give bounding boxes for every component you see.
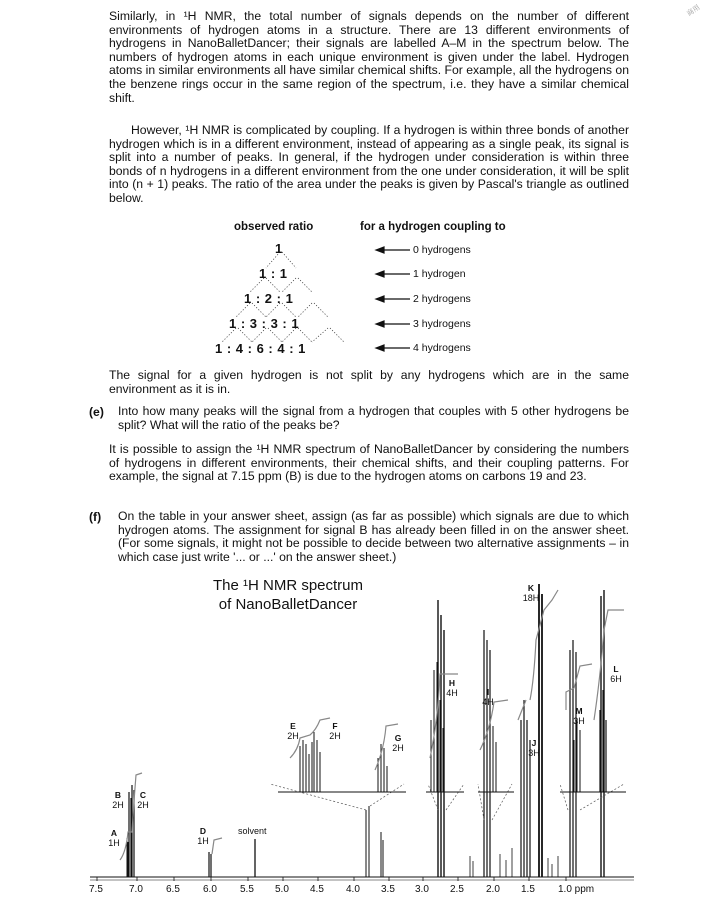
ratio-row-1: 1 : 1 (259, 266, 288, 281)
axis-tick-2-5: 2.5 (450, 884, 464, 895)
question-f-label: (f) (89, 510, 102, 524)
ratio-row-4: 1 : 4 : 6 : 4 : 1 (215, 341, 306, 356)
peak-b (129, 792, 131, 877)
triangle-head-coupling: for a hydrogen coupling to (360, 221, 506, 233)
axis-tick-4-5: 4.5 (310, 884, 324, 895)
triangle-head-ratio: observed ratio (234, 221, 314, 233)
paragraph-coupling: However, ¹H NMR is complicated by coupling. If a hydrogen is within three bonds of another hydrogen which is in a different environment, instead of appearing as a single peak, its signal is split into a number of peaks. In general, if the hydrogen under consideration is within three bonds of n hydrogens in a different environment from the one under consideration, it will be split into (n + 1) peaks. The ratio of the area under the peaks is given by Pascal's triangle as outlined below. (109, 123, 629, 205)
peak-label-e: E 2H (287, 721, 299, 741)
coupling-label-3: 3 hydrogens (413, 318, 471, 330)
nmr-spectrum-svg (0, 570, 714, 909)
axis-minor-ticks (97, 877, 566, 881)
peak-label-b: B 2H (112, 790, 124, 810)
paragraph-assignment: It is possible to assign the ¹H NMR spectrum of NanoBalletDancer by considering the numbers of hydrogens in different environments, their chemical shifts, and their coupling patterns. For example, the signal at 7.15 ppm (B) is due to the hydrogen atoms on carbons 19 and 23. (109, 442, 629, 484)
axis-tick-3-5: 3.5 (381, 884, 395, 895)
peak-d (209, 852, 211, 877)
spectrum-title-line2: of NanoBalletDancer (218, 596, 358, 613)
paragraph-same-environment: The signal for a given hydrogen is not split by any hydrogens which are in the same environment as it is in. (109, 368, 629, 396)
expansion-guides (270, 784, 624, 820)
axis-tick-5-5: 5.5 (240, 884, 254, 895)
coupling-label-4: 4 hydrogens (413, 342, 471, 354)
peak-a (127, 838, 128, 877)
peak-label-a: A 1H (108, 828, 120, 848)
axis-tick-7-0: 7.0 (129, 884, 143, 895)
peaks-ef-small (366, 806, 369, 877)
axis-tick-1-5: 1.5 (521, 884, 535, 895)
axis-tick-4-0: 4.0 (346, 884, 360, 895)
axis-tick-6-0: 6.0 (203, 884, 217, 895)
ratio-row-2: 1 : 2 : 1 (244, 291, 294, 306)
peak-j (521, 700, 530, 877)
peak-label-h: H 4H (446, 678, 458, 698)
ratio-row-3: 1 : 3 : 3 : 1 (229, 316, 300, 331)
peak-label-l: L 6H (610, 664, 622, 684)
integral-k (530, 590, 558, 700)
peak-label-m: M 3H (573, 706, 585, 726)
question-e-text: Into how many peaks will the signal from a hydrogen that couples with 5 other hydrogens be split? What will the ratio of the peaks be? (118, 404, 629, 432)
axis-tick-6-5: 6.5 (166, 884, 180, 895)
peak-label-f: F 2H (329, 721, 341, 741)
spectrum-title-line1: The ¹H NMR spectrum (212, 577, 364, 594)
coupling-label-0: 0 hydrogens (413, 244, 471, 256)
axis-tick-5-0: 5.0 (275, 884, 289, 895)
axis-tick-2-0: 2.0 (486, 884, 500, 895)
inset-g-peaks (378, 744, 387, 792)
integral-d (212, 838, 222, 854)
peak-label-c: C 2H (137, 790, 149, 810)
pascal-triangle-svg (0, 0, 714, 370)
peak-label-g: G 2H (392, 733, 404, 753)
solvent-label: solvent (238, 826, 267, 836)
triangle-arrows (376, 247, 410, 351)
question-f-text: On the table in your answer sheet, assign (as far as possible) which signals are due to which hydrogen atoms. The assignment for signal B has already been filled in on the answer sheet. (For some signals, it might not be possible to decide between two alternative assignments – in which case just write '... or ...' on the answer sheet.) (118, 509, 629, 564)
peak-label-i: I 4H (482, 687, 494, 707)
integral-j (518, 700, 526, 720)
corner-stamp: 商用 (686, 4, 702, 18)
question-e-label: (e) (89, 405, 104, 419)
peak-label-j: J 3H (528, 738, 540, 758)
peak-m (570, 640, 576, 877)
coupling-label-2: 2 hydrogens (413, 293, 471, 305)
paragraph-signals: Similarly, in ¹H NMR, the total number of signals depends on the number of different environments of hydrogen atoms in a structure. There are 13 different environments of hydrogens in NanoBalletDancer; their signals are labelled A–M in the spectrum below. The numbers of hydrogen atoms in each unique environment is given under the label. Hydrogen atoms in similar environments all have similar chemical shifts. For example, all the hydrogens on the benzene rings occur in the same region of the spectrum, i.e. they have a similar chemical shift. (109, 9, 629, 105)
peak-label-d: D 1H (197, 826, 209, 846)
axis-tick-1-0: 1.0 ppm (558, 884, 595, 895)
coupling-label-1: 1 hydrogen (413, 268, 466, 280)
peaks-g-small (381, 832, 383, 877)
axis-tick-7-5: 7.5 (89, 884, 103, 895)
peak-label-k: K 18H (522, 583, 540, 603)
baseline-grass (470, 848, 558, 877)
ratio-row-0: 1 (275, 241, 283, 256)
axis-tick-3-0: 3.0 (415, 884, 429, 895)
